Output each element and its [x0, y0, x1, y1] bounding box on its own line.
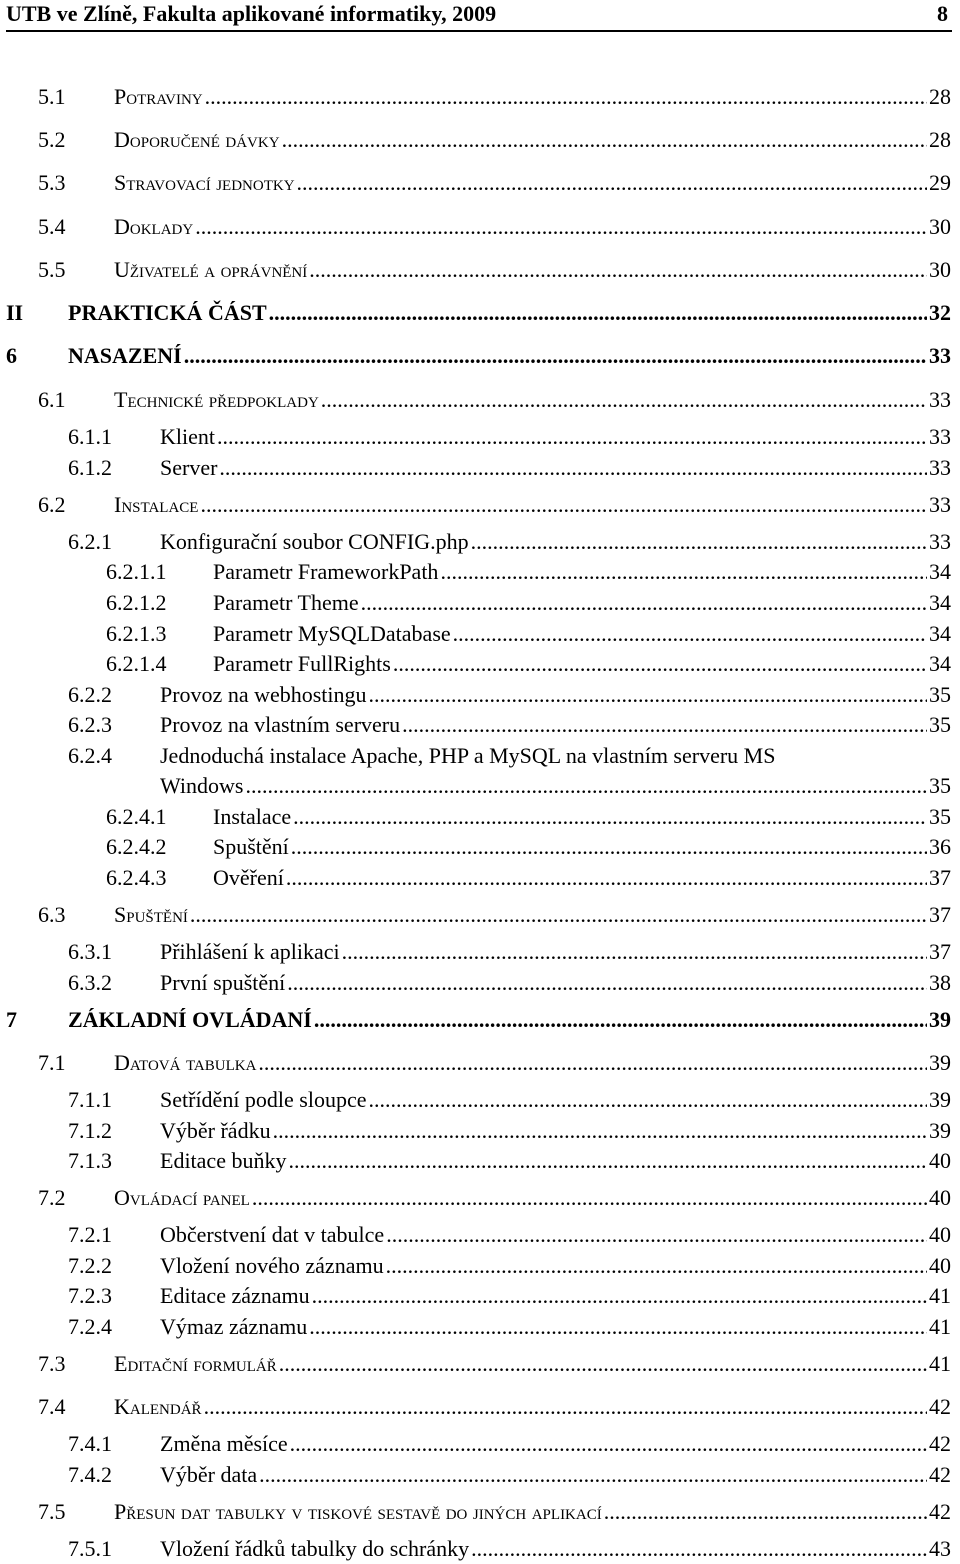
toc-entry-page: 35	[929, 682, 951, 707]
toc-entry-page: 42	[929, 1462, 951, 1487]
toc-entry[interactable]	[0, 1392, 960, 1422]
toc-entry-page: 42	[929, 1431, 951, 1456]
toc-entry-number: 6.2.1.3	[106, 621, 167, 646]
toc-entry-page: 42	[929, 1394, 951, 1419]
toc-entry-page: 40	[929, 1185, 951, 1210]
toc-entry[interactable]	[0, 125, 960, 155]
toc-entry-title: Výběr řádku	[160, 1116, 273, 1146]
toc-entry[interactable]	[0, 557, 960, 587]
toc-entry-title: Výběr data	[160, 1460, 259, 1490]
toc-entry-title: Editační formulář	[114, 1349, 279, 1379]
toc-entry-page: 28	[929, 84, 951, 109]
dot-leader	[282, 125, 927, 155]
toc-entry-number: 7.2.4	[68, 1314, 112, 1339]
toc-entry-title: Vložení řádků tabulky do schránky	[160, 1534, 471, 1564]
toc-entry-page: 40	[929, 1148, 951, 1173]
toc-entry-number: 5.5	[38, 257, 66, 282]
toc-entry-page: 37	[929, 939, 951, 964]
dot-leader	[293, 802, 927, 832]
toc-entry[interactable]	[0, 900, 960, 930]
toc-entry-number: 6.2.1	[68, 529, 112, 554]
toc-entry-title: Editace záznamu	[160, 1281, 312, 1311]
toc-entry-number: 7.2	[38, 1185, 66, 1210]
dot-leader	[200, 490, 927, 520]
toc-entry[interactable]	[0, 1497, 960, 1527]
toc-entry-title: Uživatelé a oprávnění	[114, 255, 309, 285]
toc-entry-page: 39	[929, 1007, 951, 1032]
toc-entry-number: 7.4.2	[68, 1462, 112, 1487]
toc-entry[interactable]	[0, 1048, 960, 1078]
toc-entry-page: 29	[929, 170, 951, 195]
toc-entry-number: 6	[6, 343, 17, 368]
dot-leader	[369, 1085, 927, 1115]
toc-entry-number: 7.1.1	[68, 1087, 112, 1112]
dot-leader	[342, 937, 927, 967]
toc-entry[interactable]	[0, 341, 960, 371]
toc-entry-page: 41	[929, 1314, 951, 1339]
toc-entry-title: Změna měsíce	[160, 1429, 290, 1459]
dot-leader	[471, 1534, 927, 1564]
toc-entry-page: 33	[929, 492, 951, 517]
toc-entry-title: Datová tabulka	[114, 1048, 258, 1078]
toc-entry[interactable]	[0, 453, 960, 483]
toc-entry[interactable]	[0, 1146, 960, 1176]
toc-entry-number: 7.5	[38, 1499, 66, 1524]
toc-entry-title: Instalace	[213, 802, 293, 832]
toc-entry-title: PRAKTICKÁ ČÁST	[68, 298, 269, 328]
dot-leader	[219, 453, 927, 483]
toc-entry[interactable]	[0, 1005, 960, 1035]
toc-entry-number: 7.2.3	[68, 1283, 112, 1308]
page-number: 8	[937, 1, 948, 26]
toc-entry-page: 41	[929, 1283, 951, 1308]
toc-entry-page: 33	[929, 455, 951, 480]
toc-entry-page: 42	[929, 1499, 951, 1524]
toc-entry[interactable]	[0, 255, 960, 285]
toc-entry-number: 5.3	[38, 170, 66, 195]
dot-leader	[259, 1460, 927, 1490]
toc-entry[interactable]	[0, 968, 960, 998]
dot-leader	[440, 557, 927, 587]
dot-leader	[386, 1220, 927, 1250]
toc-entry[interactable]	[0, 1220, 960, 1250]
dot-leader	[245, 771, 927, 801]
toc-entry-title: Klient	[160, 422, 217, 452]
toc-entry-number: 6.2.3	[68, 712, 112, 737]
toc-entry-number: 7.2.1	[68, 1222, 112, 1247]
toc-entry-page: 38	[929, 970, 951, 995]
dot-leader	[453, 619, 927, 649]
toc-entry-page: 41	[929, 1351, 951, 1376]
toc-entry-page: 35	[929, 712, 951, 737]
dot-leader	[309, 255, 927, 285]
dot-leader	[314, 1005, 927, 1035]
dot-leader	[279, 1349, 927, 1379]
toc-entry[interactable]	[0, 680, 960, 710]
dot-leader	[258, 1048, 927, 1078]
toc-entry-page: 30	[929, 257, 951, 282]
toc-entry-number: 7.1.3	[68, 1148, 112, 1173]
toc-entry-page: 35	[929, 804, 951, 829]
dot-leader	[369, 680, 927, 710]
toc-entry-title: Spuštění	[114, 900, 190, 930]
toc-entry-number: 7.1	[38, 1050, 66, 1075]
dot-leader	[361, 588, 927, 618]
dot-leader	[273, 1116, 927, 1146]
toc-entry-title: Parametr MySQLDatabase	[213, 619, 453, 649]
toc-entry-page: 40	[929, 1222, 951, 1247]
toc-entry[interactable]	[0, 490, 960, 520]
toc-entry[interactable]	[0, 1116, 960, 1146]
toc-entry-page: 37	[929, 902, 951, 927]
toc-entry-number: 6.2.2	[68, 682, 112, 707]
toc-entry[interactable]	[0, 168, 960, 198]
toc-entry[interactable]	[0, 1534, 960, 1564]
toc-entry-page: 39	[929, 1087, 951, 1112]
toc-entry-title: Jednoduchá instalace Apache, PHP a MySQL na vlastním serveru MS	[160, 743, 776, 768]
toc-entry-number: II	[6, 300, 24, 325]
toc-entry[interactable]	[0, 863, 960, 893]
toc-entry-title: Provoz na vlastním serveru	[160, 710, 402, 740]
document-title: UTB ve Zlíně, Fakulta aplikované informatiky, 2009	[6, 1, 497, 26]
dot-leader	[217, 422, 927, 452]
toc-entry-title: Technické předpoklady	[114, 385, 321, 415]
toc-entry-title: Kalendář	[114, 1392, 204, 1422]
toc-entry[interactable]	[0, 937, 960, 967]
toc-entry-page: 33	[929, 424, 951, 449]
toc-entry[interactable]	[0, 588, 960, 618]
toc-entry-title: Parametr Theme	[213, 588, 361, 618]
dot-leader	[205, 82, 927, 112]
toc-entry-number: 7.5.1	[68, 1536, 112, 1561]
dot-leader	[184, 341, 927, 371]
toc-entry[interactable]	[0, 1251, 960, 1281]
toc-entry[interactable]	[0, 1183, 960, 1213]
toc-entry-page: 37	[929, 865, 951, 890]
dot-leader	[393, 649, 927, 679]
toc-entry[interactable]	[0, 802, 960, 832]
toc-entry[interactable]	[0, 1460, 960, 1490]
toc-entry-page: 34	[929, 651, 951, 676]
toc-entry-number: 6.1.1	[68, 424, 112, 449]
dot-leader	[252, 1183, 927, 1213]
toc-entry-page: 40	[929, 1253, 951, 1278]
toc-entry[interactable]	[0, 710, 960, 740]
toc-entry-page: 34	[929, 621, 951, 646]
toc-entry-title: Provoz na webhostingu	[160, 680, 369, 710]
toc-entry-title: Server	[160, 453, 219, 483]
toc-entry-title: Doklady	[114, 212, 195, 242]
toc-entry-number: 6.1.2	[68, 455, 112, 480]
toc-entry-title: Parametr FullRights	[213, 649, 393, 679]
toc-entry-number: 6.2.1.4	[106, 651, 167, 676]
toc-entry-number: 7.1.2	[68, 1118, 112, 1143]
toc-entry-number: 6.2.4.3	[106, 865, 167, 890]
dot-leader	[291, 832, 927, 862]
toc-entry[interactable]	[0, 619, 960, 649]
toc-entry-number: 6.2	[38, 492, 66, 517]
toc-entry-page: 30	[929, 214, 951, 239]
toc-entry-number: 6.3.2	[68, 970, 112, 995]
toc-entry-title: Výmaz záznamu	[160, 1312, 309, 1342]
toc-entry-number: 6.1	[38, 387, 66, 412]
toc-entry-number: 6.3.1	[68, 939, 112, 964]
toc-entry-title: Spuštění	[213, 832, 291, 862]
toc-entry-number: 5.1	[38, 84, 66, 109]
toc-entry-title: Doporučené dávky	[114, 125, 282, 155]
toc-entry-page: 34	[929, 590, 951, 615]
toc-entry[interactable]	[0, 1312, 960, 1342]
dot-leader	[287, 968, 927, 998]
toc-entry-page: 28	[929, 127, 951, 152]
dot-leader	[471, 527, 927, 557]
toc-entry-number: 7.4	[38, 1394, 66, 1419]
toc-entry[interactable]	[0, 741, 960, 771]
page-header	[6, 0, 952, 32]
toc-entry-page: 35	[929, 773, 951, 798]
toc-entry[interactable]	[0, 385, 960, 415]
toc-entry[interactable]	[0, 1085, 960, 1115]
toc-entry[interactable]	[0, 1281, 960, 1311]
toc-entry-number: 7.3	[38, 1351, 66, 1376]
toc-entry-title-continuation: Windows	[160, 771, 245, 801]
toc-entry-title: Ovládací panel	[114, 1183, 252, 1213]
toc-entry-number: 6.2.4.2	[106, 834, 167, 859]
dot-leader	[288, 1146, 927, 1176]
toc-entry-title: Konfigurační soubor CONFIG.php	[160, 527, 471, 557]
toc-entry-number: 6.2.4.1	[106, 804, 167, 829]
toc-entry-number: 5.2	[38, 127, 66, 152]
dot-leader	[204, 1392, 927, 1422]
toc-entry-title: První spuštění	[160, 968, 287, 998]
toc-entry-title: NASAZENÍ	[68, 341, 184, 371]
dot-leader	[309, 1312, 927, 1342]
toc-entry-continuation[interactable]	[0, 771, 960, 801]
toc-entry[interactable]	[0, 82, 960, 112]
dot-leader	[312, 1281, 927, 1311]
dot-leader	[195, 212, 927, 242]
toc-entry-title: Přesun dat tabulky v tiskové sestavě do jiných aplikací	[114, 1497, 604, 1527]
toc-entry-page: 39	[929, 1050, 951, 1075]
toc-entry-number: 7	[6, 1007, 17, 1032]
toc-entry-page: 34	[929, 559, 951, 584]
toc-entry-title: Parametr FrameworkPath	[213, 557, 440, 587]
toc-entry-title: ZÁKLADNÍ OVLÁDANÍ	[68, 1005, 314, 1035]
dot-leader	[604, 1497, 927, 1527]
toc-entry-title: Setřídění podle sloupce	[160, 1085, 369, 1115]
toc-entry[interactable]	[0, 212, 960, 242]
toc-entry-number: 6.3	[38, 902, 66, 927]
toc-entry-title: Ověření	[213, 863, 286, 893]
toc-entry-page: 33	[929, 343, 951, 368]
toc-entry-title: Vložení nového záznamu	[160, 1251, 386, 1281]
dot-leader	[286, 863, 927, 893]
toc-entry-number: 6.2.1.2	[106, 590, 167, 615]
toc-entry-page: 36	[929, 834, 951, 859]
toc-entry[interactable]	[0, 832, 960, 862]
toc-entry-page: 33	[929, 387, 951, 412]
toc-entry-page: 43	[929, 1536, 951, 1561]
toc-entry-number: 6.2.1.1	[106, 559, 167, 584]
dot-leader	[386, 1251, 927, 1281]
toc-entry-title: Editace buňky	[160, 1146, 288, 1176]
toc-entry[interactable]	[0, 1349, 960, 1379]
dot-leader	[190, 900, 927, 930]
toc-entry[interactable]	[0, 422, 960, 452]
toc-entry-title: Stravovací jednotky	[114, 168, 297, 198]
toc-entry-page: 33	[929, 529, 951, 554]
toc-entry-page: 39	[929, 1118, 951, 1143]
toc-entry-title: Občerstvení dat v tabulce	[160, 1220, 386, 1250]
toc-entry-number: 5.4	[38, 214, 66, 239]
toc-entry[interactable]	[0, 1429, 960, 1459]
toc-entry-number: 7.2.2	[68, 1253, 112, 1278]
toc-entry[interactable]	[0, 527, 960, 557]
toc-entry-title: Potraviny	[114, 82, 205, 112]
toc-entry-page: 32	[929, 300, 951, 325]
toc-entry-title: Instalace	[114, 490, 200, 520]
dot-leader	[297, 168, 927, 198]
toc-entry-number: 6.2.4	[68, 743, 112, 768]
dot-leader	[269, 298, 927, 328]
toc-entry-title: Přihlášení k aplikaci	[160, 937, 342, 967]
toc-entry[interactable]	[0, 298, 960, 328]
dot-leader	[290, 1429, 927, 1459]
toc-entry-number: 7.4.1	[68, 1431, 112, 1456]
toc-entry[interactable]	[0, 649, 960, 679]
dot-leader	[402, 710, 927, 740]
dot-leader	[321, 385, 927, 415]
